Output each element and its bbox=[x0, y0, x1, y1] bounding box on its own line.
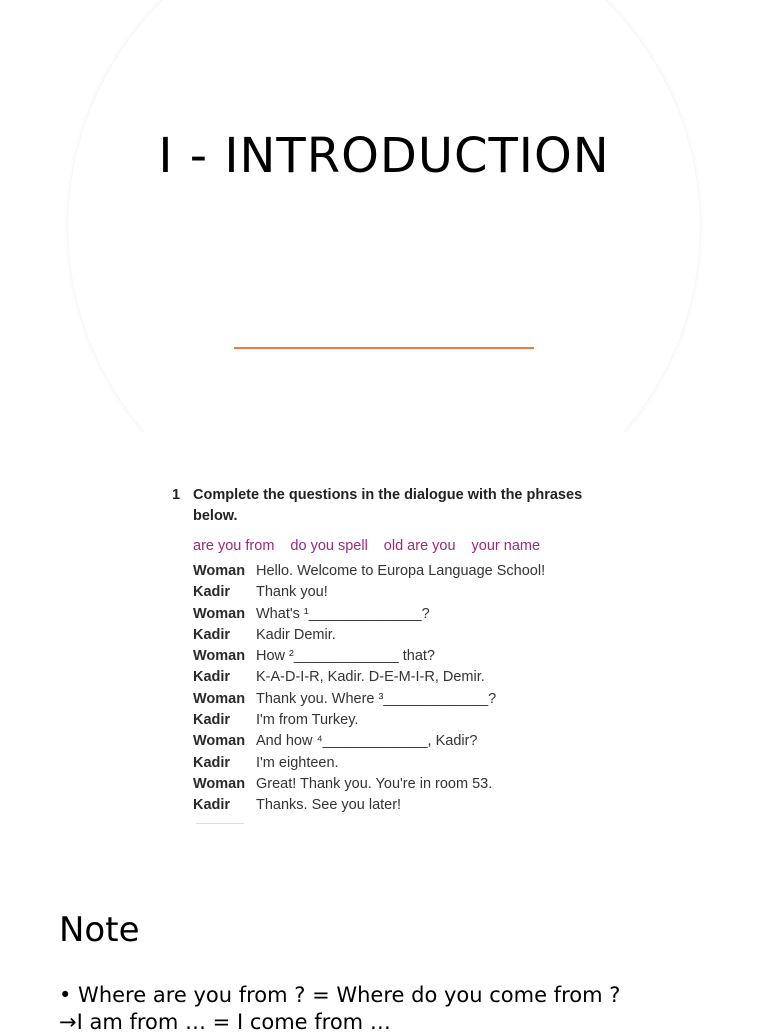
dialogue-line bbox=[193, 731, 612, 752]
utterance: How ²_____________ that? bbox=[256, 648, 435, 665]
utterance: Kadir Demir. bbox=[256, 626, 336, 643]
utterance: What's ¹______________? bbox=[256, 605, 430, 622]
phrase-item: your name bbox=[471, 538, 541, 554]
dialogue-line bbox=[193, 646, 612, 667]
utterance: I'm from Turkey. bbox=[256, 712, 359, 729]
exercise-block bbox=[172, 485, 612, 824]
utterance: Great! Thank you. You're in room 53. bbox=[256, 775, 493, 792]
dialogue-line bbox=[193, 710, 612, 731]
note-bullet: →I am from … = I come from … bbox=[59, 1010, 391, 1034]
dialogue-line bbox=[193, 774, 612, 795]
dialogue-line bbox=[193, 625, 612, 646]
slide-bottom-edge bbox=[0, 432, 768, 440]
utterance: Thanks. See you later! bbox=[256, 797, 402, 814]
title-circle-background bbox=[68, 0, 700, 440]
dialogue bbox=[193, 561, 612, 817]
speaker-name: Woman bbox=[193, 563, 246, 579]
dialogue-line bbox=[193, 561, 612, 582]
speaker-name: Woman bbox=[193, 648, 246, 665]
utterance: Thank you. Where ³_____________? bbox=[256, 690, 497, 707]
utterance: Thank you! bbox=[256, 584, 328, 601]
speaker-name: Kadir bbox=[193, 626, 231, 643]
utterance: I'm eighteen. bbox=[256, 754, 339, 771]
phrase-bank bbox=[193, 535, 612, 557]
speaker-name: Woman bbox=[193, 605, 246, 622]
speaker-name: Kadir bbox=[193, 797, 231, 814]
dialogue-line bbox=[193, 795, 612, 816]
exercise-divider bbox=[196, 823, 244, 824]
dialogue-line bbox=[193, 604, 612, 625]
note-heading: Note bbox=[59, 910, 140, 950]
phrase-item: old are you bbox=[383, 538, 456, 554]
slide-title: I - INTRODUCTION bbox=[158, 128, 610, 184]
utterance: K-A-D-I-R, Kadir. D-E-M-I-R, Demir. bbox=[256, 669, 485, 686]
dialogue-line bbox=[193, 753, 612, 774]
phrase-item: are you from bbox=[193, 538, 275, 554]
phrase-item: do you spell bbox=[290, 538, 368, 554]
note-bullet: • Where are you from ? = Where do you come from ? bbox=[59, 983, 621, 1007]
title-accent-line bbox=[234, 347, 534, 349]
note-bullets bbox=[59, 982, 620, 1036]
speaker-name: Kadir bbox=[193, 584, 231, 601]
dialogue-line bbox=[193, 689, 612, 710]
exercise-number: 1 bbox=[172, 487, 181, 503]
speaker-name: Woman bbox=[193, 690, 246, 707]
utterance: And how ⁴_____________, Kadir? bbox=[256, 733, 478, 750]
speaker-name: Woman bbox=[193, 775, 246, 792]
utterance: Hello. Welcome to Europa Language School! bbox=[256, 563, 546, 579]
speaker-name: Kadir bbox=[193, 669, 231, 686]
title-slide bbox=[0, 0, 768, 440]
dialogue-line bbox=[193, 582, 612, 603]
dialogue-line bbox=[193, 667, 612, 688]
exercise-instruction: Complete the questions in the dialogue with the phrases below. bbox=[193, 487, 583, 524]
speaker-name: Kadir bbox=[193, 712, 231, 729]
exercise-header bbox=[172, 485, 612, 527]
speaker-name: Woman bbox=[193, 733, 246, 750]
speaker-name: Kadir bbox=[193, 754, 231, 771]
